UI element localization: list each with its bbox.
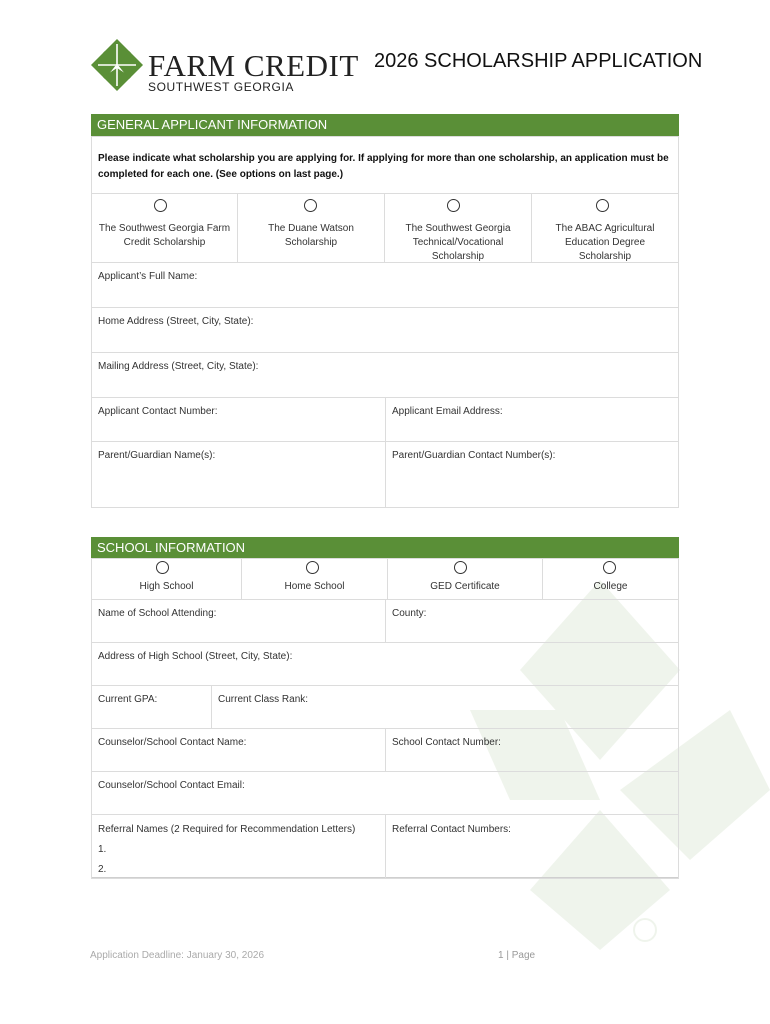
gpa-field[interactable] <box>91 685 212 729</box>
parent-contact-field[interactable] <box>385 441 679 508</box>
radio-button-icon[interactable] <box>154 199 167 212</box>
scholarship-label: The Southwest Georgia Technical/Vocational Scholarship <box>405 223 511 262</box>
general-info-form <box>91 136 679 508</box>
field-label: Parent/Guardian Name(s): <box>98 450 216 461</box>
radio-button-icon[interactable] <box>447 199 460 212</box>
field-label: Address of High School (Street, City, State): <box>98 651 293 662</box>
email-field[interactable] <box>385 397 679 442</box>
contact-number-field[interactable] <box>91 397 386 442</box>
radio-button-icon[interactable] <box>306 561 319 574</box>
application-deadline: Application Deadline: January 30, 2026 <box>90 950 265 961</box>
school-contact-field[interactable] <box>385 728 679 772</box>
hs-address-field[interactable] <box>91 642 679 686</box>
school-info-form <box>91 558 679 878</box>
full-name-field[interactable] <box>91 262 679 308</box>
radio-button-icon[interactable] <box>156 561 169 574</box>
scholarship-label: The Duane Watson Scholarship <box>268 223 354 248</box>
section-header-general: GENERAL APPLICANT INFORMATION <box>91 114 679 136</box>
home-address-field[interactable] <box>91 307 679 353</box>
referral-line-1: 1. <box>98 844 107 855</box>
field-label: Referral Contact Numbers: <box>392 824 511 835</box>
parent-names-field[interactable] <box>91 441 386 508</box>
school-name-field[interactable] <box>91 599 386 643</box>
field-label: Counselor/School Contact Name: <box>98 737 247 748</box>
referral-line-2: 2. <box>98 864 107 875</box>
radio-button-icon[interactable] <box>603 561 616 574</box>
radio-button-icon[interactable] <box>596 199 609 212</box>
field-label: Name of School Attending: <box>98 608 217 619</box>
counselor-name-field[interactable] <box>91 728 386 772</box>
referral-names-field[interactable] <box>91 814 386 879</box>
school-type-label: College <box>593 581 628 592</box>
instructions-text: Please indicate what scholarship you are applying for. If applying for more than one scholarship, an application must be completed for each one. (See options on last page.) <box>91 136 679 194</box>
field-label: Mailing Address (Street, City, State): <box>98 361 259 372</box>
section-header-school: SCHOOL INFORMATION <box>91 537 679 559</box>
field-label: Current Class Rank: <box>218 694 309 705</box>
counselor-email-field[interactable] <box>91 771 679 815</box>
referral-numbers-field[interactable] <box>385 814 679 879</box>
page-title: 2026 SCHOLARSHIP APPLICATION <box>374 50 703 72</box>
radio-button-icon[interactable] <box>304 199 317 212</box>
school-type-label: High School <box>139 581 194 592</box>
field-label: Current GPA: <box>98 694 158 705</box>
page-number: 1 | Page <box>498 950 536 961</box>
county-field[interactable] <box>385 599 679 643</box>
class-rank-field[interactable] <box>211 685 679 729</box>
farm-credit-logo-icon <box>90 38 144 92</box>
mailing-address-field[interactable] <box>91 352 679 398</box>
field-label: Home Address (Street, City, State): <box>98 316 254 327</box>
radio-button-icon[interactable] <box>454 561 467 574</box>
field-label: Parent/Guardian Contact Number(s): <box>392 450 556 461</box>
field-label: County: <box>392 608 427 619</box>
field-label: School Contact Number: <box>392 737 501 748</box>
scholarship-label: The ABAC Agricultural Education Degree Scholarship <box>555 223 655 262</box>
brand-subtitle: SOUTHWEST GEORGIA <box>148 80 294 94</box>
brand-name: FARM CREDIT <box>148 48 359 83</box>
field-label: Applicant Contact Number: <box>98 406 218 417</box>
school-type-label: GED Certificate <box>430 581 500 592</box>
field-label: Referral Names (2 Required for Recommendation Letters) <box>98 824 356 835</box>
field-label: Counselor/School Contact Email: <box>98 780 245 791</box>
field-label: Applicant’s Full Name: <box>98 271 198 282</box>
school-type-label: Home School <box>284 581 345 592</box>
field-label: Applicant Email Address: <box>392 406 503 417</box>
scholarship-label: The Southwest Georgia Farm Credit Scholarship <box>98 223 231 248</box>
